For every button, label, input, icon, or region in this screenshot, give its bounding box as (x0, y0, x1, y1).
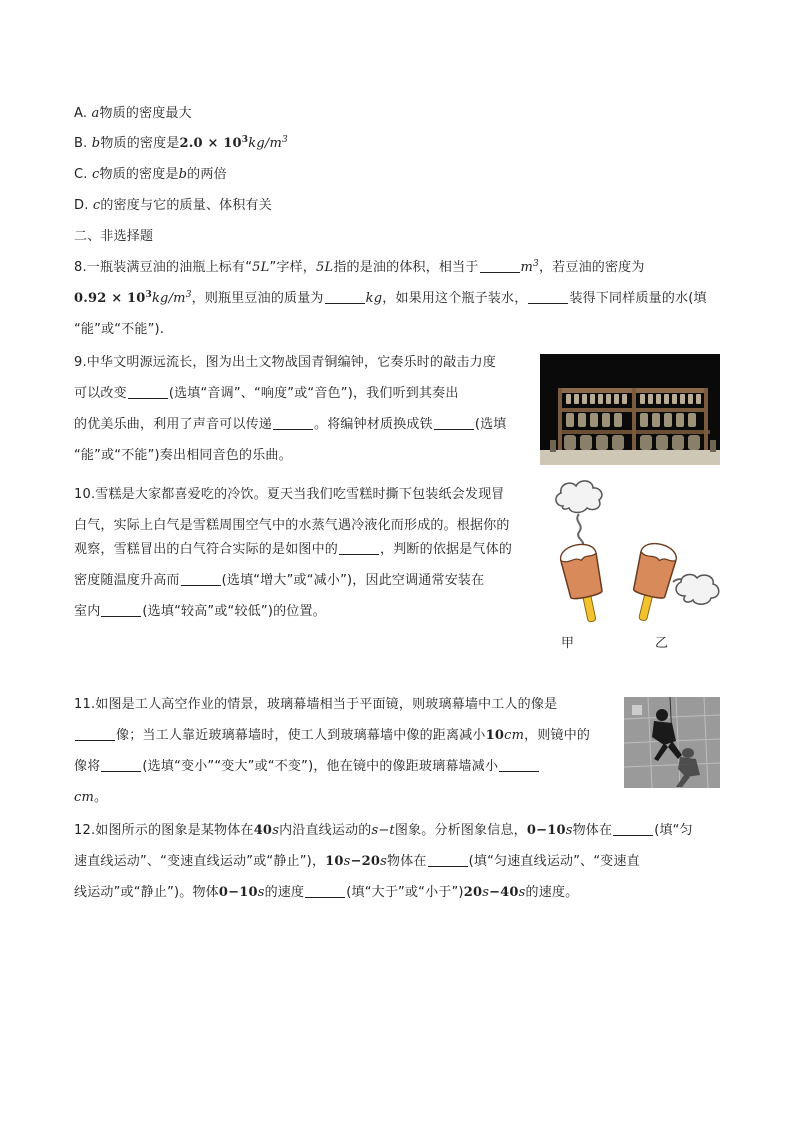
text: 像；当工人靠近玻璃幕墙时，使工人到玻璃幕墙中像的距离减小 (116, 728, 486, 743)
math-unit: s (565, 823, 573, 838)
q9-line-4: “能”或“不能”)奏出相同音色的乐曲。 (74, 448, 292, 463)
q11-line-3 (74, 757, 540, 777)
option-text: 物质的密度最大 (99, 106, 192, 121)
text: (选填“增大”或“减小”)，因此空调通常安装在 (221, 573, 485, 588)
text: 8.一瓶装满豆油的油瓶上标有“ (74, 260, 253, 275)
math-var: 5L (252, 260, 270, 275)
answer-blank[interactable] (434, 415, 474, 430)
text: 。将编钟材质换成铁 (314, 417, 433, 432)
q11-line-2 (74, 726, 590, 746)
math-value: −40 (489, 885, 519, 900)
text: (填“匀 (654, 823, 693, 838)
math-value: −20 (350, 854, 381, 869)
text: 物体在 (572, 823, 613, 838)
answer-blank[interactable] (273, 415, 313, 430)
option-c (74, 165, 227, 185)
q10-line-3 (74, 540, 512, 560)
math-exponent: 3 (281, 135, 288, 145)
text: 可以改变 (74, 386, 127, 401)
answer-blank[interactable] (128, 384, 168, 399)
q8-line-1 (74, 258, 645, 278)
math-value: 10 (325, 854, 344, 869)
math-unit: s (343, 854, 351, 869)
cloud-icon (556, 481, 602, 513)
answer-blank[interactable] (75, 726, 115, 741)
section-title: 二、非选择题 (74, 229, 154, 244)
option-text: 的密度与它的质量、体积有关 (100, 198, 272, 213)
caption-jia: 甲 (561, 636, 575, 651)
answer-blank[interactable] (339, 540, 379, 555)
math-value: 10 (485, 728, 505, 743)
q9-line-1: 9.中华文明源远流长，图为出土文物战国青铜编钟，它奏乐时的敲击力度 (74, 355, 497, 370)
math-unit: cm (504, 728, 525, 743)
math-var: c (92, 198, 101, 213)
text: ，则瓶里豆油的质量为 (191, 291, 324, 306)
q10-line-2: 白气，实际上白气是雪糕周围空气中的水蒸气遇冷液化而形成的。根据你的 (74, 518, 510, 533)
text: 的速度。 (525, 885, 579, 900)
math-var: c (91, 167, 100, 182)
popsicle-icon (558, 541, 609, 625)
text: 线运动”或“静止”)。物体 (74, 885, 219, 900)
math-var: s−t (371, 823, 395, 838)
q11-line-1: 11.如图是工人高空作业的情景，玻璃幕墙相当于平面镜，则玻璃幕墙中工人的像是 (74, 697, 558, 712)
math-unit: m (520, 260, 534, 275)
text: 像将 (74, 759, 101, 774)
text: 图象。分析图象信息， (394, 823, 527, 838)
math-exponent: 3 (145, 290, 152, 300)
answer-blank[interactable] (480, 258, 520, 273)
option-prefix: D. (74, 198, 93, 213)
math-var: 5L (316, 260, 334, 275)
q9-line-3 (74, 415, 507, 435)
caption-yi: 乙 (655, 636, 669, 651)
q9-line-2 (74, 384, 459, 404)
math-value: 0.92 × 10 (74, 291, 146, 306)
text: ”字样， (269, 260, 316, 275)
text: (选填“变小”“变大”或“不变”)，他在镜中的像距玻璃幕墙减小 (142, 759, 499, 774)
math-value: 0−10 (526, 823, 566, 838)
q10-line-4 (74, 571, 484, 591)
q12-line-1 (74, 821, 693, 841)
answer-blank[interactable] (101, 602, 141, 617)
answer-blank[interactable] (428, 852, 468, 867)
answer-blank[interactable] (181, 571, 221, 586)
text: 观察，雪糕冒出的白气符合实际的是如图中的 (74, 542, 339, 557)
math-unit: s (482, 885, 490, 900)
math-var: b (178, 167, 188, 182)
text: 装得下同样质量的水(填 (569, 291, 707, 306)
answer-blank[interactable] (101, 757, 141, 772)
answer-blank[interactable] (499, 757, 539, 772)
text: 室内 (74, 604, 101, 619)
option-text: 物质的密度是 (99, 167, 179, 182)
window-worker-image (624, 697, 720, 788)
text: 内沿直线运动的 (279, 823, 372, 838)
text: 密度随温度升高而 (74, 573, 180, 588)
q10-line-1: 10.雪糕是大家都喜爱吃的冷饮。夏天当我们吃雪糕时撕下包装纸会发现冒 (74, 487, 505, 502)
text: (选填“音调”、“响度”或“音色”)，我们听到其奏出 (168, 386, 459, 401)
math-exponent: 3 (533, 259, 539, 269)
option-prefix: B. (74, 136, 92, 151)
q11-line-4 (74, 788, 107, 808)
math-unit: kg/m (248, 136, 282, 151)
option-b (74, 134, 288, 154)
cloud-icon (676, 575, 719, 605)
q10-line-5 (74, 602, 326, 622)
math-value: 2.0 × 10 (179, 136, 242, 151)
math-value: 40 (253, 823, 273, 838)
option-text: 物质的密度是 (100, 136, 180, 151)
math-value: 20 (463, 885, 483, 900)
answer-blank[interactable] (528, 289, 568, 304)
q12-line-2 (74, 852, 640, 872)
math-unit: kg/m (151, 291, 186, 306)
math-unit: kg (365, 291, 383, 306)
answer-blank[interactable] (613, 821, 653, 836)
option-a (74, 104, 192, 124)
text: 的优美乐曲，利用了声音可以传递 (74, 417, 273, 432)
text: (填“匀速直线运动”、“变速直 (468, 854, 640, 869)
text: 的速度 (264, 885, 305, 900)
text: ，如果用这个瓶子装水， (382, 291, 528, 306)
text: (填“大于”或“小于”) (346, 885, 464, 900)
option-prefix: A. (74, 106, 92, 121)
popsicle-icon (625, 540, 679, 624)
math-var: a (91, 106, 100, 121)
text: 物体在 (387, 854, 427, 869)
math-value: 0−10 (218, 885, 258, 900)
math-unit: s (380, 854, 387, 869)
text: 速直线运动”、“变速直线运动”或“静止”)， (74, 854, 326, 869)
math-unit: s (518, 885, 526, 900)
math-unit: s (257, 885, 265, 900)
answer-blank[interactable] (325, 289, 365, 304)
bronze-bells-image (540, 354, 720, 465)
text: (选填 (474, 417, 507, 432)
text: ，则镜中的 (524, 728, 591, 743)
text: 。 (94, 790, 108, 805)
q8-line-2 (74, 289, 707, 309)
ice-pop-figure (545, 478, 725, 628)
text: 12.如图所示的图象是某物体在 (74, 823, 254, 838)
option-prefix: C. (74, 167, 92, 182)
math-exponent: 3 (185, 290, 192, 300)
text: 指的是油的体积，相当于 (333, 260, 479, 275)
answer-blank[interactable] (305, 883, 345, 898)
text: (选填“较高”或“较低”)的位置。 (142, 604, 326, 619)
math-exponent: 3 (241, 135, 249, 145)
math-unit: s (272, 823, 280, 838)
math-var: b (91, 136, 101, 151)
math-unit: cm (74, 790, 95, 805)
q8-line-3: “能”或“不能”). (74, 322, 165, 337)
text: ，若豆油的密度为 (538, 260, 645, 275)
option-text: 的两倍 (187, 167, 227, 182)
q12-line-3 (74, 883, 578, 903)
option-d (74, 196, 272, 216)
text: ，判断的依据是气体的 (380, 542, 513, 557)
